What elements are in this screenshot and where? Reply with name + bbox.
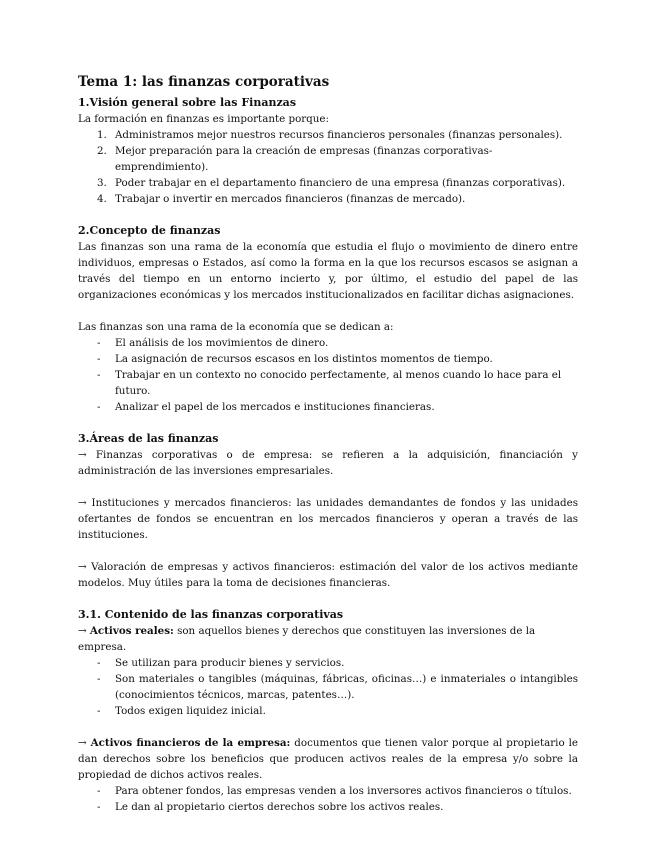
dash-marker: - <box>97 401 101 413</box>
dash-marker: - <box>97 785 101 797</box>
document-page <box>78 74 578 815</box>
section-1-intro: La formación en finanzas es importante porque: <box>78 113 329 125</box>
list-item <box>78 799 578 815</box>
section-3-paragraph-1: → Finanzas corporativas o de empresa: se refieren a la adquisición, financiación y administración de las inversiones empresariales. <box>78 449 578 477</box>
section-1-list <box>78 127 578 207</box>
list-item <box>78 191 578 207</box>
list-item <box>78 783 578 799</box>
dash-marker: - <box>97 801 101 813</box>
section-3-paragraph-3: → Valoración de empresas y activos financieros: estimación del valor de los activos mediante modelos. Muy útiles para la toma de decisiones financieras. <box>78 561 578 589</box>
list-number: 4. <box>97 193 107 205</box>
list-item <box>78 703 578 719</box>
real-assets-paragraph <box>78 623 578 655</box>
list-text: Se utilizan para producir bienes y servicios. <box>115 657 345 669</box>
list-text: Poder trabajar en el departamento financiero de una empresa (finanzas corporativas). <box>115 177 566 189</box>
list-text: Trabajar o invertir en mercados financieros (finanzas de mercado). <box>115 193 466 205</box>
list-item <box>78 655 578 671</box>
dash-marker: - <box>97 353 101 365</box>
section-3-1-heading: 3.1. Contenido de las finanzas corporativas <box>78 608 344 621</box>
list-item <box>78 671 578 703</box>
list-text: La asignación de recursos escasos en los distintos momentos de tiempo. <box>115 353 493 365</box>
list-text: Trabajar en un contexto no conocido perfectamente, al menos cuando lo hace para el futuro. <box>115 369 562 397</box>
arrow-glyph: → <box>78 625 87 637</box>
dash-marker: - <box>97 369 101 381</box>
financial-assets-paragraph <box>78 735 578 783</box>
section-2-intro: Las finanzas son una rama de la economía que se dedican a: <box>78 321 394 333</box>
financial-assets-list <box>78 783 578 815</box>
list-number: 2. <box>97 145 107 157</box>
list-number: 3. <box>97 177 107 189</box>
list-text: Para obtener fondos, las empresas venden a los inversores activos financieros o títulos. <box>115 785 572 797</box>
dash-marker: - <box>97 673 101 685</box>
arrow-glyph: → <box>78 737 87 749</box>
dash-marker: - <box>97 337 101 349</box>
financial-assets-label: Activos financieros de la empresa: <box>90 737 291 749</box>
list-number: 1. <box>97 129 107 141</box>
list-item <box>78 367 578 399</box>
document-title: Tema 1: las finanzas corporativas <box>78 74 330 90</box>
section-2-list <box>78 335 578 415</box>
list-text: El análisis de los movimientos de dinero. <box>115 337 329 349</box>
section-1-heading: 1.Visión general sobre las Finanzas <box>78 96 297 109</box>
list-text: Le dan al propietario ciertos derechos sobre los activos reales. <box>115 801 444 813</box>
real-assets-label: Activos reales: <box>89 625 174 637</box>
list-text: Todos exigen liquidez inicial. <box>115 705 266 717</box>
list-item <box>78 399 578 415</box>
list-item <box>78 143 578 175</box>
section-3-paragraph-2: → Instituciones y mercados financieros: las unidades demandantes de fondos y las unidades ofertantes de fondos se encuentran en los mercados financieros y operan a través de las instituciones. <box>78 497 578 541</box>
dash-marker: - <box>97 657 101 669</box>
list-item <box>78 175 578 191</box>
real-assets-list <box>78 655 578 719</box>
list-text: Administramos mejor nuestros recursos financieros personales (finanzas personales). <box>115 129 563 141</box>
section-2-paragraph: Las finanzas son una rama de la economía que estudia el flujo o movimiento de dinero entre individuos, empresas o Estados, así como la forma en la que los recursos escasos se asignan a través del tiempo en un entorno incierto y, por último, el estudio del papel de las organizaciones económicas y los mercados institucionalizados en facilitar dichas asignaciones. <box>78 241 578 301</box>
section-3-heading: 3.Áreas de las finanzas <box>78 432 219 445</box>
list-item <box>78 335 578 351</box>
section-2-heading: 2.Concepto de finanzas <box>78 224 221 237</box>
list-text: Son materiales o tangibles (máquinas, fábricas, oficinas…) e inmateriales o intangibles (conocimientos técnicos, marcas, patentes…). <box>115 673 578 701</box>
real-assets-text: son aquellos bienes y derechos que constituyen las inversiones de la empresa. <box>78 625 536 653</box>
list-item <box>78 127 578 143</box>
list-text: Analizar el papel de los mercados e instituciones financieras. <box>115 401 435 413</box>
financial-assets-text: documentos que tienen valor porque al propietario le dan derechos sobre los beneficios que producen activos reales de la empresa y/o sobre la propiedad de dichos activos reales. <box>78 737 578 781</box>
list-text: Mejor preparación para la creación de empresas (finanzas corporativas- emprendimiento). <box>115 145 493 173</box>
dash-marker: - <box>97 705 101 717</box>
list-item <box>78 351 578 367</box>
